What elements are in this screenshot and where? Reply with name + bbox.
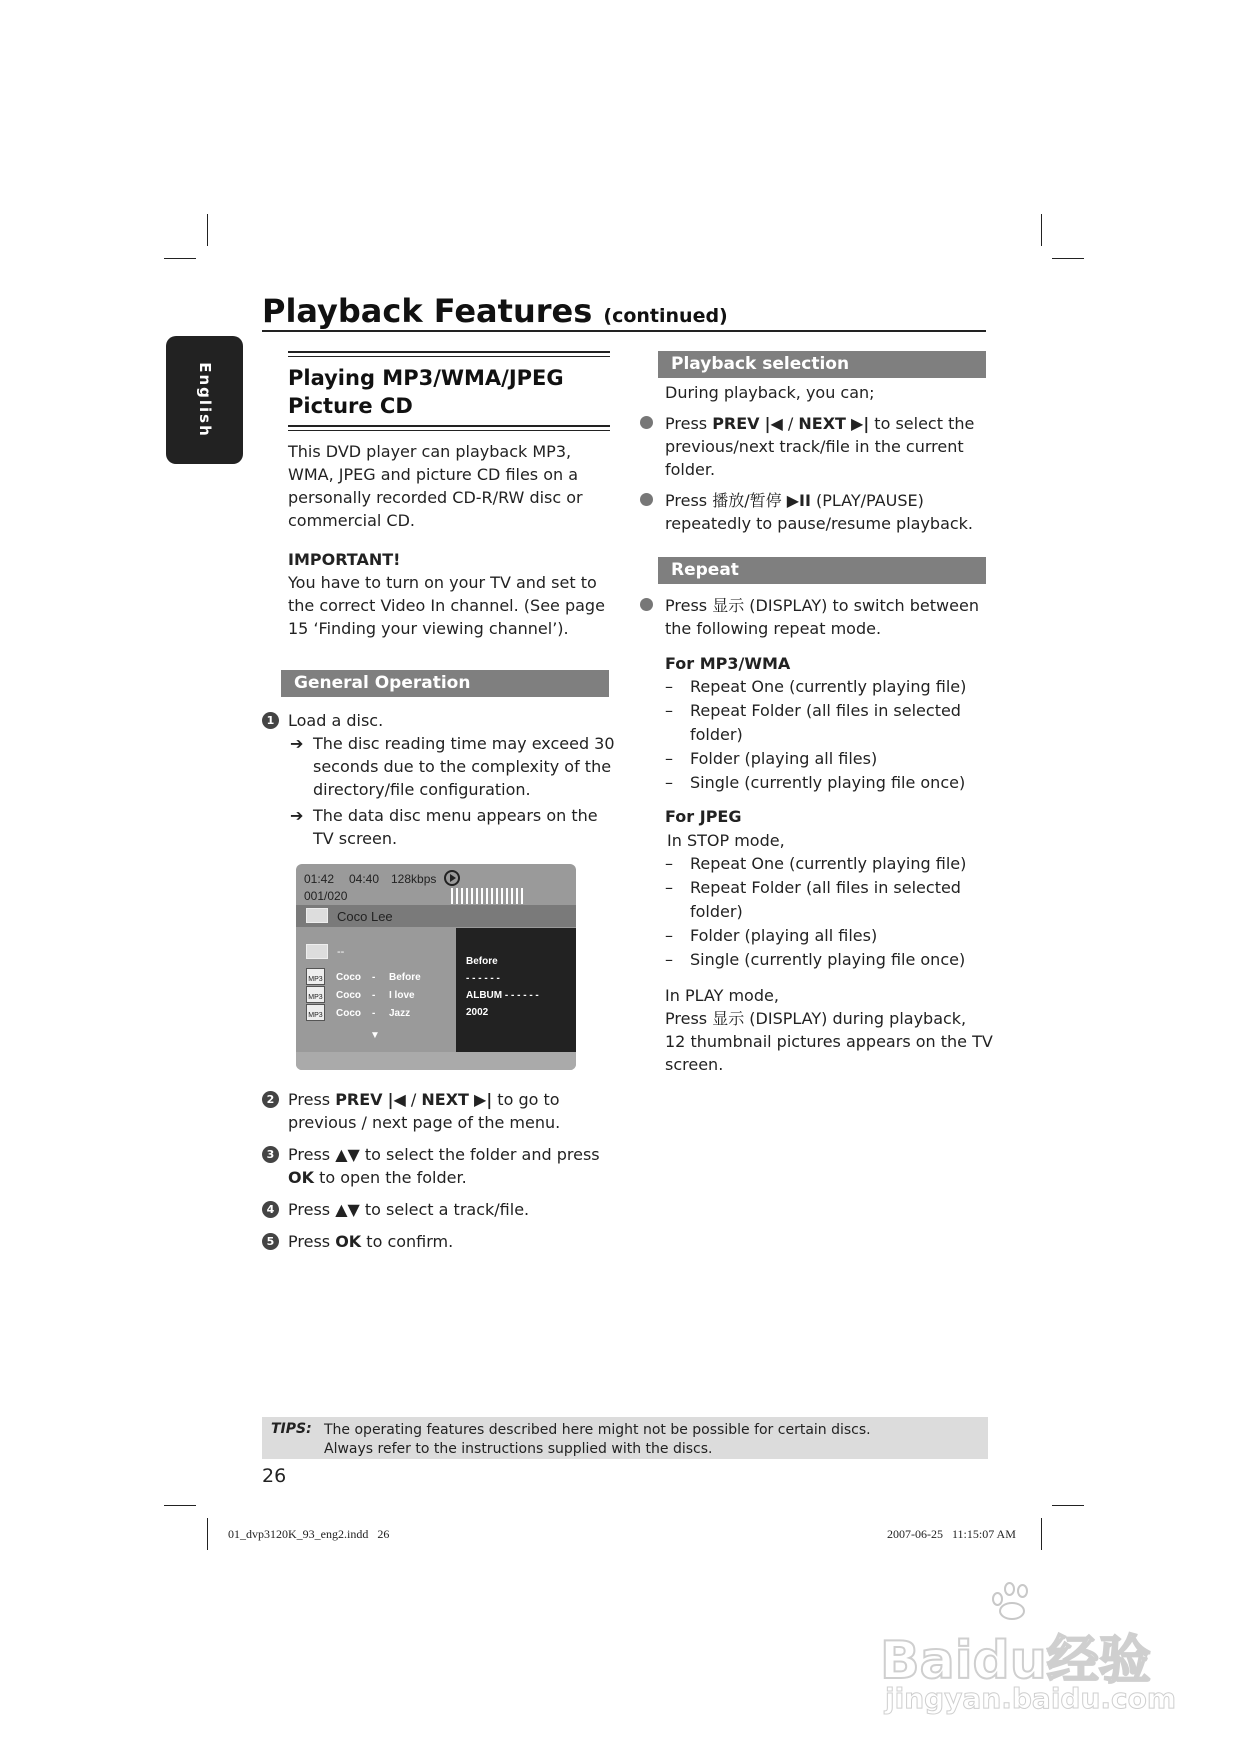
ok-key: OK: [288, 1168, 314, 1187]
ok-key: OK: [335, 1232, 362, 1251]
text-run: /: [782, 414, 799, 433]
page-title-continued: (continued): [603, 305, 728, 327]
playback-selection-bar: Playback selection: [658, 351, 986, 378]
text-line: 12 thumbnail pictures appears on the TV: [665, 1032, 993, 1051]
total-time: 04:40: [349, 872, 380, 886]
crop-mark: [1052, 258, 1084, 259]
section-title-line: Picture CD: [288, 394, 413, 418]
text-run: to open the folder.: [314, 1168, 467, 1187]
step-3-text: [288, 1143, 600, 1189]
step-4-text: Press ▲▼ to select a track/file.: [288, 1200, 530, 1219]
text-line: previous/next track/file in the current: [665, 437, 964, 456]
info-line: 2002: [466, 1007, 489, 1018]
list-item: Repeat Folder (all files in selected: [690, 878, 961, 897]
up-folder-icon: [306, 944, 328, 959]
disc-menu-screenshot: [296, 864, 576, 1070]
page-title: [262, 292, 728, 330]
next-key: NEXT: [798, 414, 846, 433]
prev-key: PREV: [335, 1090, 383, 1109]
mp3-file-icon: MP3: [306, 1004, 325, 1021]
step-1-note-1: [313, 732, 615, 801]
file-title: I love: [389, 990, 415, 1001]
info-panel: [456, 928, 576, 1052]
list-item: Repeat One (currently playing file): [690, 677, 967, 696]
dash: –: [665, 878, 673, 897]
jpeg-repeat-list: [665, 852, 966, 972]
section-title: [288, 364, 564, 420]
bullet: [640, 416, 653, 429]
language-tab: [166, 336, 243, 464]
text-run: Press: [665, 414, 713, 433]
tips-text: [324, 1421, 871, 1459]
play-mode-paragraph: [665, 984, 993, 1076]
folder-name: Coco Lee: [337, 909, 393, 924]
file-sep: -: [372, 1008, 376, 1019]
crop-mark: [1041, 1518, 1042, 1550]
general-operation-bar: General Operation: [281, 670, 609, 697]
text-line: seconds due to the complexity of the: [313, 757, 612, 776]
footer-file: 01_dvp3120K_93_eng2.indd 26: [228, 1527, 390, 1541]
info-line: - - - - - -: [466, 973, 500, 984]
step-2-text: [288, 1088, 560, 1134]
mp3-repeat-list: [665, 675, 966, 795]
up-folder-label: --: [337, 946, 345, 958]
list-item: folder): [690, 902, 743, 921]
play-pause-instruction: [665, 489, 973, 535]
folder-icon: [306, 908, 328, 923]
repeat-bar: Repeat: [658, 557, 986, 584]
mp3-wma-heading: For MP3/WMA: [665, 654, 791, 673]
bullet: [640, 598, 653, 611]
prev-next-instruction: [665, 412, 974, 481]
text-run: to go to: [492, 1090, 560, 1109]
page-number: 26: [262, 1465, 287, 1487]
section-title-line: Playing MP3/WMA/JPEG: [288, 366, 564, 390]
list-item: Single (currently playing file once): [690, 950, 966, 969]
next-key: NEXT: [421, 1090, 469, 1109]
text-line: This DVD player can playback MP3,: [288, 442, 572, 461]
bullet: [640, 493, 653, 506]
step-number: 2: [262, 1091, 279, 1108]
text-line: The operating features described here might not be possible for certain discs.: [324, 1422, 871, 1438]
prev-key: PREV: [712, 414, 760, 433]
during-playback-text: During playback, you can;: [665, 383, 875, 402]
paw-logo-icon: [992, 1582, 1036, 1622]
tips-box: [262, 1417, 988, 1459]
text-run: (PLAY/PAUSE): [810, 491, 924, 510]
file-artist: Coco: [336, 972, 361, 983]
display-instruction: [665, 594, 979, 640]
text-run: to confirm.: [361, 1232, 454, 1251]
file-row: [296, 986, 456, 1004]
intro-paragraph: [288, 440, 583, 532]
tips-label: TIPS:: [271, 1421, 312, 1437]
dash: –: [665, 773, 673, 792]
step-1-note-2: [313, 804, 598, 850]
text-line: The data disc menu appears on the: [313, 806, 598, 825]
text-run: Press 播放/暂停: [665, 491, 787, 510]
list-item: folder): [690, 725, 743, 744]
stop-mode-text: In STOP mode,: [667, 831, 785, 850]
elapsed-time: 01:42: [304, 872, 335, 886]
osd-bottom-bar: [296, 1052, 576, 1070]
step-number: 4: [262, 1201, 279, 1218]
important-block: [288, 548, 605, 640]
crop-mark: [164, 1505, 196, 1506]
text-line: Press ▲▼ to select the folder and press: [288, 1145, 600, 1164]
step-number: 5: [262, 1233, 279, 1250]
dash: –: [665, 950, 673, 969]
language-tab-label: English: [195, 362, 214, 438]
list-item: Folder (playing all files): [690, 749, 878, 768]
scroll-down-icon: ▼: [370, 1030, 380, 1041]
prev-icon: |◀: [764, 414, 783, 433]
text-run: /: [405, 1090, 422, 1109]
next-icon: ▶|: [851, 414, 870, 433]
level-meter: [451, 888, 523, 904]
text-line: Press 显示 (DISPLAY) to switch between: [665, 596, 979, 615]
text-line: previous / next page of the menu.: [288, 1113, 561, 1132]
list-item: Folder (playing all files): [690, 926, 878, 945]
jpeg-heading: For JPEG: [665, 807, 742, 826]
text-line: folder.: [665, 460, 716, 479]
play-icon: [444, 870, 460, 886]
text-line: commercial CD.: [288, 511, 415, 530]
title-rule: [262, 330, 986, 332]
info-line: ALBUM - - - - - -: [466, 990, 539, 1001]
crop-mark: [207, 214, 208, 246]
text-line: 15 ‘Finding your viewing channel’).: [288, 619, 569, 638]
section-rule-top: [288, 351, 610, 353]
text-line: the correct Video In channel. (See page: [288, 596, 605, 615]
step-number: 3: [262, 1146, 279, 1163]
track-counter: 001/020: [304, 889, 348, 903]
arrow-icon: ➔: [290, 806, 304, 825]
text-line: personally recorded CD-R/RW disc or: [288, 488, 583, 507]
arrow-icon: ➔: [290, 734, 304, 753]
important-heading: IMPORTANT!: [288, 550, 401, 569]
file-title: Before: [389, 972, 421, 983]
step-1-text: Load a disc.: [288, 711, 384, 730]
dash: –: [665, 854, 673, 873]
text-run: Press: [288, 1090, 336, 1109]
crop-mark: [164, 258, 196, 259]
file-artist: Coco: [336, 1008, 361, 1019]
list-item: Repeat One (currently playing file): [690, 854, 967, 873]
text-line: Press 显示 (DISPLAY) during playback,: [665, 1009, 967, 1028]
text-line: TV screen.: [313, 829, 398, 848]
file-row: [296, 1004, 456, 1022]
bitrate: 128kbps: [391, 872, 437, 886]
page-title-text: Playback Features: [262, 292, 593, 330]
file-artist: Coco: [336, 990, 361, 1001]
baidu-watermark: [880, 1580, 1180, 1720]
mp3-file-icon: MP3: [306, 968, 325, 985]
section-rule-bottom: [288, 425, 610, 427]
dash: –: [665, 677, 673, 696]
info-line: Before: [466, 956, 498, 967]
text-line: Always refer to the instructions supplied with the discs.: [324, 1441, 713, 1457]
file-title: Jazz: [389, 1008, 411, 1019]
step-number: 1: [262, 712, 279, 729]
crop-mark: [1041, 214, 1042, 246]
section-rule-bottom-2: [288, 430, 610, 431]
dash: –: [665, 926, 673, 945]
dash: –: [665, 749, 673, 768]
text-line: screen.: [665, 1055, 724, 1074]
text-run: to select the: [869, 414, 975, 433]
text-line: The disc reading time may exceed 30: [313, 734, 615, 753]
crop-mark: [1052, 1505, 1084, 1506]
file-row: [296, 968, 456, 986]
step-5-text: [288, 1230, 453, 1253]
crop-mark: [207, 1518, 208, 1550]
mp3-file-icon: MP3: [306, 986, 325, 1003]
section-rule-top-2: [288, 356, 610, 357]
text-line: In PLAY mode,: [665, 986, 779, 1005]
prev-icon: |◀: [387, 1090, 406, 1109]
watermark-url: jingyan.baidu.com: [885, 1682, 1177, 1715]
text-run: Press: [288, 1232, 336, 1251]
list-item: Single (currently playing file once): [690, 773, 966, 792]
dash: –: [665, 701, 673, 720]
next-icon: ▶|: [474, 1090, 493, 1109]
list-item: Repeat Folder (all files in selected: [690, 701, 961, 720]
file-sep: -: [372, 990, 376, 1001]
play-pause-icon: ▶II: [786, 491, 811, 510]
text-line: the following repeat mode.: [665, 619, 882, 638]
text-line: repeatedly to pause/resume playback.: [665, 514, 974, 533]
text-line: WMA, JPEG and picture CD files on a: [288, 465, 579, 484]
text-line: You have to turn on your TV and set to: [288, 573, 597, 592]
file-sep: -: [372, 972, 376, 983]
watermark-brand: Baidu经验: [880, 1631, 1151, 1691]
folder-row: [296, 905, 576, 927]
text-line: directory/file configuration.: [313, 780, 531, 799]
footer-date: 2007-06-25 11:15:07 AM: [887, 1527, 1016, 1541]
